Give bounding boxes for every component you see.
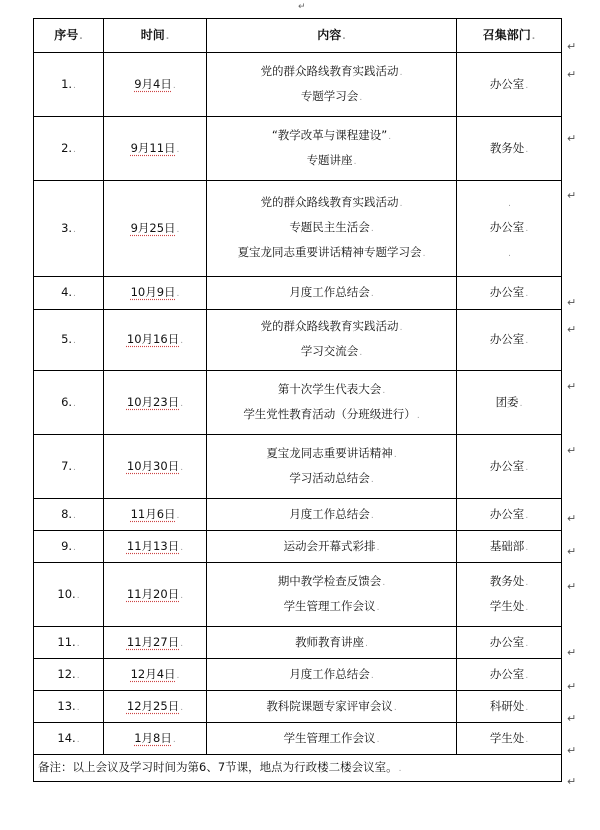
row-date-text: 9月25日 <box>130 220 176 235</box>
content-line: 专题讲座. <box>306 152 357 167</box>
row-department <box>457 563 562 627</box>
paragraph-mark: ↵ <box>567 68 577 81</box>
row-number: 11.. <box>34 627 104 659</box>
department-line: 办公室. <box>489 458 529 473</box>
row-date-text: 10月16日 <box>126 332 180 346</box>
row-date: 12月4日. <box>104 659 207 691</box>
row-content <box>207 723 457 755</box>
row-content <box>207 499 457 531</box>
row-content <box>207 53 457 117</box>
table-row <box>34 277 562 310</box>
row-number: 2.. <box>34 117 104 181</box>
row-number: 13.. <box>34 691 104 723</box>
content-line: 党的群众路线教育实践活动. <box>260 63 403 78</box>
content-line: 月度工作总结会. <box>289 666 374 681</box>
table-row <box>34 117 562 181</box>
paragraph-mark: ↵ <box>567 712 577 725</box>
row-department <box>457 627 562 659</box>
table-row <box>34 371 562 435</box>
paragraph-mark: ↵ <box>567 323 577 336</box>
content-line: 学习活动总结会. <box>289 470 374 485</box>
department-line: 办公室. <box>489 285 529 299</box>
row-date: 10月9日. <box>104 277 207 310</box>
row-number: 10.. <box>34 563 104 627</box>
row-number-text: 12. <box>57 666 76 681</box>
row-date: 12月25日. <box>104 691 207 723</box>
row-department <box>457 659 562 691</box>
paragraph-mark: ↵ <box>567 512 577 525</box>
paragraph-mark: ↵ <box>298 2 306 12</box>
row-department <box>457 310 562 371</box>
paragraph-mark: ↵ <box>567 189 577 202</box>
content-line: 月度工作总结会. <box>289 506 374 521</box>
content-line: 学生党性教育活动（分班级进行）. <box>243 406 420 421</box>
row-department <box>457 181 562 277</box>
row-content <box>207 563 457 627</box>
row-number-text: 6. <box>61 394 73 409</box>
row-date: 11月13日. <box>104 531 207 563</box>
row-department <box>457 723 562 755</box>
paragraph-mark: ↵ <box>567 680 577 693</box>
department-line: 团委. <box>495 394 523 409</box>
header-row <box>34 19 562 53</box>
row-date: 9月11日. <box>104 117 207 181</box>
content-line: 教师教育讲座. <box>295 634 368 649</box>
table-row <box>34 53 562 117</box>
department-line: 学生处. <box>489 598 529 613</box>
table-row <box>34 181 562 277</box>
row-number-text: 3. <box>61 220 73 235</box>
header-dept: 召集部门. <box>457 19 562 53</box>
table-row <box>34 563 562 627</box>
row-department <box>457 499 562 531</box>
content-line: 期中教学检查反馈会. <box>277 573 386 588</box>
row-department <box>457 53 562 117</box>
header-time: 时间. <box>104 19 207 53</box>
row-date: 9月25日. <box>104 181 207 277</box>
row-date: 10月23日. <box>104 371 207 435</box>
table-row <box>34 691 562 723</box>
row-number-text: 2. <box>61 140 73 155</box>
row-date: 10月30日. <box>104 435 207 499</box>
department-line: 基础部. <box>489 538 529 553</box>
row-number: 9.. <box>34 531 104 563</box>
row-number-text: 4. <box>61 285 73 299</box>
paragraph-mark: ↵ <box>567 744 577 757</box>
row-content <box>207 531 457 563</box>
row-number-text: 8. <box>61 506 73 521</box>
row-department <box>457 531 562 563</box>
row-date: 1月8日. <box>104 723 207 755</box>
department-line: 教务处. <box>489 140 529 155</box>
row-date: 9月4日. <box>104 53 207 117</box>
department-line: 办公室. <box>489 220 529 234</box>
table-row <box>34 435 562 499</box>
content-line: 运动会开幕式彩排. <box>283 538 380 553</box>
content-line: 学习交流会. <box>300 344 363 358</box>
header-content: 内容. <box>207 19 457 53</box>
department-line: . <box>508 199 511 209</box>
row-department <box>457 277 562 310</box>
content-line: 党的群众路线教育实践活动. <box>260 319 403 333</box>
row-content <box>207 117 457 181</box>
row-content <box>207 435 457 499</box>
row-number: 8.. <box>34 499 104 531</box>
row-number-text: 10. <box>57 586 76 601</box>
row-number-text: 5. <box>61 332 73 346</box>
row-number: 14.. <box>34 723 104 755</box>
paragraph-mark: ↵ <box>567 545 577 558</box>
content-line: 党的群众路线教育实践活动. <box>260 195 403 209</box>
row-number-text: 7. <box>61 458 73 473</box>
row-date-text: 1月8日 <box>134 730 172 745</box>
row-number: 4.. <box>34 277 104 310</box>
row-content <box>207 691 457 723</box>
note-text: 备注：以上会议及学习时间为第6、7节课，地点为行政楼二楼会议室。 <box>38 760 398 774</box>
row-date: 11月20日. <box>104 563 207 627</box>
content-line: 夏宝龙同志重要讲话精神. <box>266 445 397 460</box>
content-line: 专题学习会. <box>300 88 363 103</box>
table-row <box>34 627 562 659</box>
paragraph-mark: ↵ <box>567 296 577 309</box>
row-content <box>207 310 457 371</box>
content-line: 夏宝龙同志重要讲话精神专题学习会. <box>237 245 426 259</box>
row-date-text: 11月13日 <box>126 538 180 553</box>
row-number: 7.. <box>34 435 104 499</box>
paragraph-mark: ↵ <box>567 444 577 457</box>
meeting-schedule-table <box>33 18 562 782</box>
table-row <box>34 310 562 371</box>
row-number: 6.. <box>34 371 104 435</box>
department-line: . <box>508 249 511 259</box>
row-number: 5.. <box>34 310 104 371</box>
content-line: “教学改革与课程建设”. <box>271 127 392 142</box>
row-date-text: 10月23日 <box>126 394 180 409</box>
row-number-text: 11. <box>57 634 76 649</box>
table-row <box>34 531 562 563</box>
department-line: 学生处. <box>489 730 529 745</box>
row-number-text: 13. <box>57 698 76 713</box>
content-line: 月度工作总结会. <box>289 285 374 299</box>
row-content <box>207 659 457 691</box>
department-line: 办公室. <box>489 634 529 649</box>
paragraph-mark: ↵ <box>567 132 577 145</box>
row-date-text: 11月20日 <box>126 586 180 601</box>
paragraph-mark: ↵ <box>567 646 577 659</box>
row-number-text: 14. <box>57 730 76 745</box>
department-line: 教务处. <box>489 573 529 588</box>
row-department <box>457 371 562 435</box>
row-date-text: 12月25日 <box>126 698 180 713</box>
department-line: 科研处. <box>489 698 529 713</box>
row-date-text: 11月27日 <box>126 634 180 649</box>
row-date-text: 10月30日 <box>126 458 180 473</box>
content-line: 学生管理工作会议. <box>283 598 380 613</box>
row-date: 10月16日. <box>104 310 207 371</box>
row-date: 11月27日. <box>104 627 207 659</box>
note-row <box>34 755 562 782</box>
row-date-text: 10月9日 <box>130 285 176 299</box>
row-date: 11月6日. <box>104 499 207 531</box>
table-row <box>34 499 562 531</box>
row-content <box>207 371 457 435</box>
row-date-text: 12月4日 <box>130 666 176 681</box>
row-date-text: 9月11日 <box>130 140 176 155</box>
department-line: 办公室. <box>489 506 529 521</box>
row-department <box>457 691 562 723</box>
table-row <box>34 723 562 755</box>
content-line: 学生管理工作会议. <box>283 730 380 745</box>
row-date-text: 11月6日 <box>130 506 176 521</box>
row-content <box>207 181 457 277</box>
row-content <box>207 627 457 659</box>
row-number-text: 9. <box>61 538 73 553</box>
header-no: 序号. <box>34 19 104 53</box>
paragraph-mark: ↵ <box>567 775 577 788</box>
row-content <box>207 277 457 310</box>
department-line: 办公室. <box>489 76 529 91</box>
paragraph-mark: ↵ <box>567 580 577 593</box>
note-cell: 备注：以上会议及学习时间为第6、7节课，地点为行政楼二楼会议室。. <box>34 755 562 782</box>
row-department <box>457 435 562 499</box>
content-line: 第十次学生代表大会. <box>277 381 386 396</box>
department-line: 办公室. <box>489 332 529 346</box>
paragraph-mark: ↵ <box>567 380 577 393</box>
row-number: 12.. <box>34 659 104 691</box>
row-number: 1.. <box>34 53 104 117</box>
content-line: 专题民主生活会. <box>289 220 374 234</box>
table-row <box>34 659 562 691</box>
row-date-text: 9月4日 <box>134 76 172 91</box>
row-department <box>457 117 562 181</box>
paragraph-mark: ↵ <box>567 40 577 53</box>
content-line: 教科院课题专家评审会议. <box>266 698 397 713</box>
row-number: 3.. <box>34 181 104 277</box>
department-line: 办公室. <box>489 666 529 681</box>
row-number-text: 1. <box>61 76 73 91</box>
